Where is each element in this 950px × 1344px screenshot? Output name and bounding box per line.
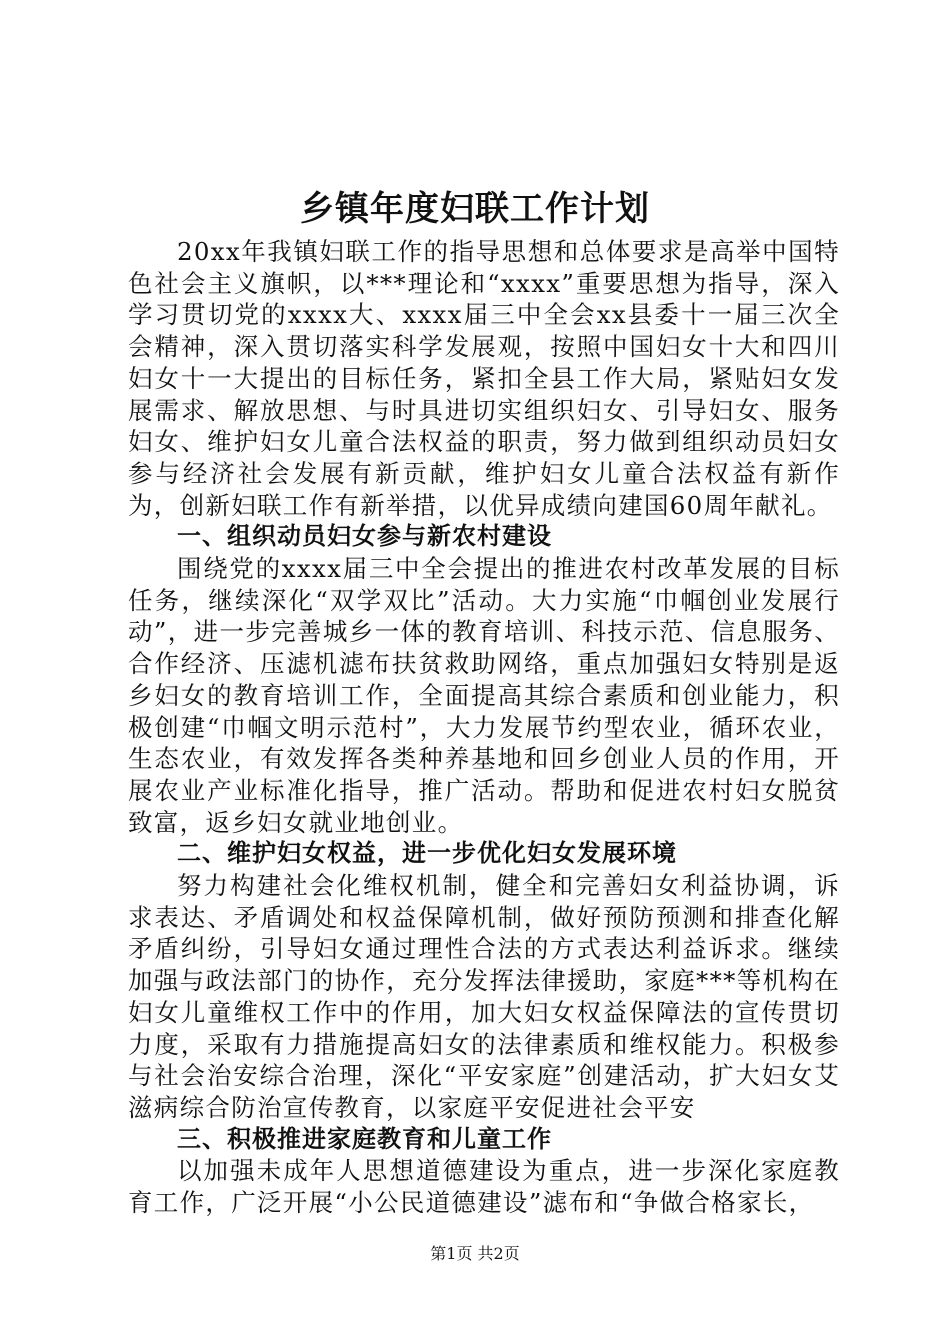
section-heading-2: 二、维护妇女权益，进一步优化妇女发展环境 bbox=[177, 839, 677, 868]
section-2-paragraph: 努力构建社会化维权机制，健全和完善妇女利益协调，诉求表达、矛盾调处和权益保障机制，做好预防预测和排查化解矛盾纠纷，引导妇女通过理性合法的方式表达利益诉求。继续加强与政法部门的协作，充分发挥法律援助，家庭***等机构在妇女儿童维权工作中的作用，加大妇女权益保障法的宣传贯切力度，采取有力措施提高妇女的法律素质和维权能力。积极参与社会治安综合治理，深化“平安家庭”创建活动，扩大妇女艾滋病综合防治宣传教育，以家庭平安促进社会平安 bbox=[128, 871, 840, 1122]
section-heading-3: 三、积极推进家庭教育和儿童工作 bbox=[177, 1124, 552, 1153]
section-3-paragraph: 以加强未成年人思想道德建设为重点，进一步深化家庭教育工作，广泛开展“小公民道德建设”滤布和“争做合格家长， bbox=[128, 1156, 840, 1218]
section-1-paragraph: 围绕党的xxxx届三中全会提出的推进农村改革发展的目标任务，继续深化“双学双比”活动。大力实施“巾帼创业发展行动”，进一步完善城乡一体的教育培训、科技示范、信息服务、合作经济、压滤机滤布扶贫救助网络，重点加强妇女特别是返乡妇女的教育培训工作，全面提高其综合素质和创业能力，积极创建“巾帼文明示范村”，大力发展节约型农业，循环农业，生态农业，有效发挥各类种养基地和回乡创业人员的作用，开展农业产业标准化指导，推广活动。帮助和促进农村妇女脱贫致富，返乡妇女就业地创业。 bbox=[128, 554, 841, 837]
document-body bbox=[128, 236, 840, 1219]
intro-paragraph: 20xx年我镇妇联工作的指导思想和总体要求是高举中国特色社会主义旗帜，以***理论和“xxxx”重要思想为指导，深入学习贯切党的xxxx大、xxxx届三中全会xx县委十一届三次全会精神，深入贯切落实科学发展观，按照中国妇女十大和四川妇女十一大提出的目标任务，紧扣全县工作大局，紧贴妇女发展需求、解放思想、与时具进切实组织妇女、引导妇女、服务妇女、维护妇女儿童合法权益的职责，努力做到组织动员妇女参与经济社会发展有新贡献，维护妇女儿童合法权益有新作为，创新妇联工作有新举措，以优异成绩向建国60周年献礼。 bbox=[128, 237, 841, 520]
page-footer: 第1页 共2页 bbox=[430, 1244, 520, 1263]
section-heading-1: 一、组织动员妇女参与新农村建设 bbox=[177, 522, 552, 551]
document-title: 乡镇年度妇联工作计划 bbox=[300, 189, 650, 229]
